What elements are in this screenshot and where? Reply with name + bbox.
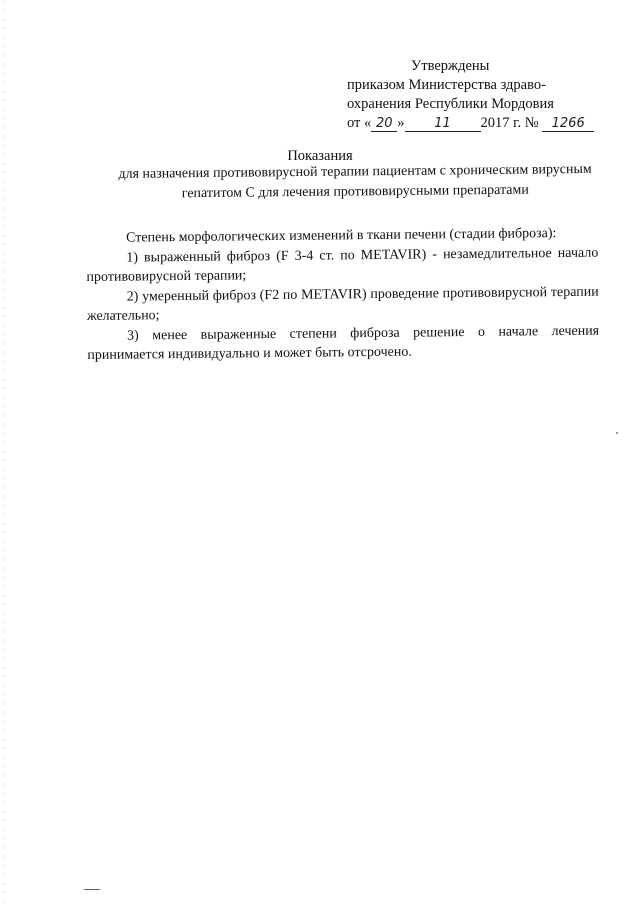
date-day-handwritten: 20 xyxy=(376,116,393,131)
approval-heading: Утверждены xyxy=(411,58,490,74)
date-month-blank xyxy=(405,116,481,132)
document-title: Показания xyxy=(287,148,353,164)
body-item-1: 1) выраженный фиброз (F 3-4 ст. по METAVIR) - незамедлительное начало противовирусной терапии; xyxy=(86,245,599,285)
date-day-blank xyxy=(371,116,397,132)
body-intro: Степень морфологических изменений в ткани печени (стадии фиброза): xyxy=(126,226,557,246)
document-body xyxy=(86,224,599,366)
order-number-handwritten: 1266 xyxy=(551,116,585,131)
body-item-3: 3) менее выраженные степени фиброза решение о начале лечения принимается индивидуально и может быть отсрочено. xyxy=(87,323,600,363)
scan-edge xyxy=(3,0,4,905)
approval-date-line xyxy=(347,114,587,133)
approval-order-line: приказом Министерства здраво- xyxy=(347,77,546,93)
date-close: » xyxy=(397,115,405,131)
order-number-blank xyxy=(542,116,594,132)
date-month-handwritten: 11 xyxy=(434,116,451,131)
body-item-2: 2) умеренный фиброз (F2 по METAVIR) проведение противовирусной терапии желательно; xyxy=(86,284,599,324)
bottom-mark xyxy=(84,889,100,890)
date-prefix: от « xyxy=(347,115,372,131)
document-subtitle: для назначения противовирусной терапии пациентам с хроническим вирусным гепатитом С для лечения противовирусными препаратами xyxy=(118,161,592,202)
approval-block xyxy=(347,57,587,133)
date-year-number-label: 2017 г. № xyxy=(480,115,539,131)
approval-ministry-line: охранения Республики Мордовия xyxy=(347,96,554,112)
scan-speck xyxy=(616,432,618,434)
